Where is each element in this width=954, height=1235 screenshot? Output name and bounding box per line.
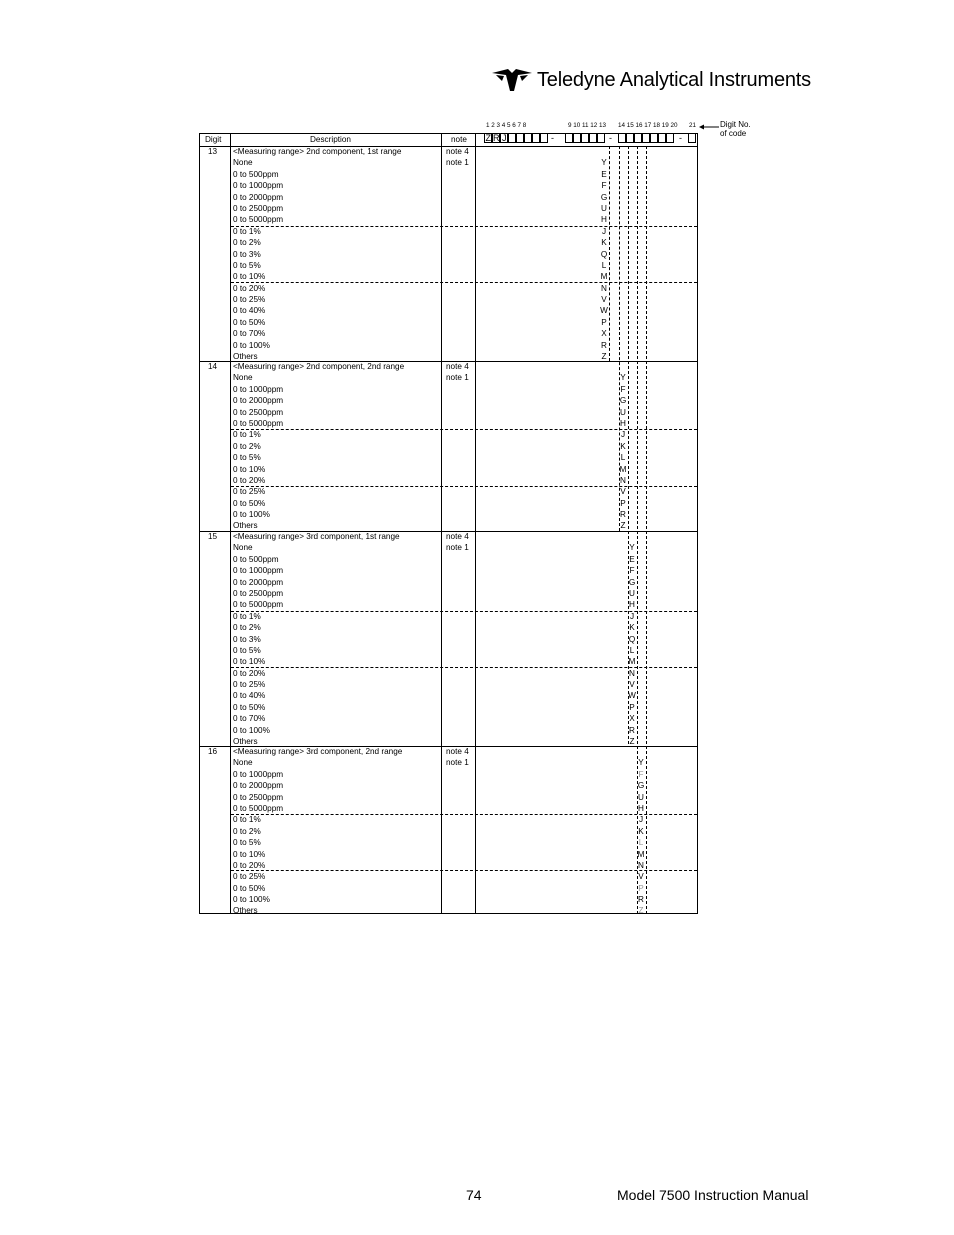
code-letters: [637, 757, 645, 916]
range-option: 0 to 2%: [233, 441, 261, 451]
code-letter: F: [601, 181, 607, 191]
range-option: 0 to 20%: [233, 860, 266, 870]
code-letter: N: [601, 283, 607, 293]
code-letter: P: [620, 498, 626, 508]
section-digit: 15: [208, 532, 218, 541]
range-option: Others: [233, 352, 258, 362]
code-letter: Z: [638, 906, 644, 916]
code-cell: Z: [485, 133, 491, 143]
range-option: Others: [233, 737, 258, 747]
range-option: 0 to 40%: [233, 306, 266, 316]
code-letter: H: [638, 803, 644, 813]
digit-number-note: [720, 121, 751, 138]
section-title: <Measuring range> 2nd component, 1st range: [233, 147, 402, 156]
range-option: 0 to 2500ppm: [233, 792, 284, 802]
range-option: 0 to 1000ppm: [233, 181, 284, 191]
positions-group-4: 21: [689, 122, 697, 129]
code-letter: F: [638, 769, 644, 779]
code-letter: F: [629, 566, 635, 576]
range-option: 0 to 1%: [233, 430, 261, 440]
range-option: 0 to 1000ppm: [233, 566, 284, 576]
code-letter: R: [601, 340, 607, 350]
range-option: 0 to 50%: [233, 498, 266, 508]
manual-title: Model 7500 Instruction Manual: [617, 1187, 809, 1203]
code-letter: V: [601, 295, 607, 305]
digit-note-line2: of code: [720, 128, 747, 138]
code-letter: F: [620, 384, 626, 394]
code-letter: V: [629, 680, 635, 690]
range-option: 0 to 2000ppm: [233, 396, 284, 406]
note-ref: note 1: [446, 543, 469, 553]
code-letter: J: [638, 815, 644, 825]
code-cell: J: [501, 133, 507, 143]
range-option: 0 to 2%: [233, 238, 261, 248]
code-letter: W: [628, 691, 636, 701]
code-letter: P: [638, 883, 644, 893]
code-letter: K: [629, 623, 635, 633]
teledyne-logo-icon: [490, 67, 534, 93]
range-option: 0 to 5%: [233, 260, 261, 270]
code-letter: U: [601, 203, 607, 213]
range-option: 0 to 100%: [233, 510, 270, 520]
range-option: 0 to 25%: [233, 680, 266, 690]
group-divider: [231, 486, 697, 487]
range-option: 0 to 5%: [233, 645, 261, 655]
code-letter: G: [619, 396, 627, 406]
section-digit: 13: [208, 147, 218, 156]
code-letter: L: [620, 453, 626, 463]
range-option: 0 to 70%: [233, 329, 266, 339]
note-ref: note 1: [446, 758, 469, 768]
code-letters: [600, 157, 608, 362]
section-notes: [446, 146, 469, 169]
code-letter: Y: [601, 158, 607, 168]
column-header-digit: Digit: [205, 135, 222, 144]
range-option: 0 to 50%: [233, 883, 266, 893]
code-letter: L: [601, 260, 607, 270]
column-header-note: note: [451, 135, 467, 144]
positions-group-3: 14 15 16 17 18 19 20: [618, 122, 678, 129]
section-description: [233, 531, 400, 747]
section-title: <Measuring range> 3rd component, 2nd range: [233, 747, 403, 756]
arrow-left-icon: [699, 124, 719, 130]
table-section: [200, 746, 697, 914]
code-letter: R: [629, 725, 635, 735]
group-divider: [231, 667, 697, 668]
range-option: 0 to 70%: [233, 714, 266, 724]
range-option: 0 to 500ppm: [233, 169, 279, 179]
code-letter: Z: [620, 521, 626, 531]
code-letter: W: [600, 306, 608, 316]
code-letter: Q: [628, 634, 636, 644]
range-option: 0 to 500ppm: [233, 554, 279, 564]
code-letter: G: [628, 577, 636, 587]
range-option: Others: [233, 521, 258, 531]
code-letter: N: [638, 860, 644, 870]
range-option: None: [233, 758, 253, 768]
code-letter: K: [601, 238, 607, 248]
measuring-range-table: [199, 133, 698, 914]
section-description: [233, 746, 402, 917]
note-ref: note 4: [446, 532, 469, 541]
section-notes: [446, 746, 469, 769]
code-letter: L: [629, 645, 635, 655]
table-section: [200, 531, 697, 746]
code-cell: R: [493, 133, 500, 143]
code-letter: E: [629, 554, 635, 564]
range-option: 0 to 1%: [233, 815, 261, 825]
group-divider: [231, 611, 697, 612]
code-letter: P: [601, 317, 607, 327]
code-letter: Q: [600, 249, 608, 259]
code-letter: Y: [638, 758, 644, 768]
code-letter: M: [600, 272, 608, 282]
range-option: 0 to 10%: [233, 272, 266, 282]
code-letter: X: [629, 714, 635, 724]
page-number: 74: [466, 1187, 482, 1203]
table-section: [200, 146, 697, 361]
range-option: 0 to 20%: [233, 283, 266, 293]
code-letter: P: [629, 702, 635, 712]
code-letter: G: [637, 781, 645, 791]
group-divider: [231, 226, 697, 227]
range-option: 0 to 5%: [233, 838, 261, 848]
code-letter: V: [638, 872, 644, 882]
group-divider: [231, 870, 697, 871]
section-notes: [446, 361, 469, 384]
code-letter: X: [601, 329, 607, 339]
code-letter: U: [638, 792, 644, 802]
code-dash: -: [679, 133, 682, 143]
range-option: Others: [233, 906, 258, 916]
range-option: 0 to 2500ppm: [233, 407, 284, 417]
code-letter: N: [629, 668, 635, 678]
code-letter: K: [638, 826, 644, 836]
code-letter: R: [620, 510, 626, 520]
section-title: <Measuring range> 2nd component, 2nd range: [233, 362, 405, 371]
range-option: None: [233, 543, 253, 553]
range-option: 0 to 5000ppm: [233, 418, 284, 428]
section-description: [233, 146, 401, 362]
code-letter: Y: [629, 543, 635, 553]
range-option: 0 to 3%: [233, 634, 261, 644]
range-option: 0 to 5%: [233, 453, 261, 463]
code-letter: M: [619, 464, 627, 474]
code-letter: N: [620, 475, 626, 485]
range-option: 0 to 2%: [233, 826, 261, 836]
code-letter: U: [620, 407, 626, 417]
range-option: None: [233, 373, 253, 383]
brand-name: Teledyne Analytical Instruments: [537, 68, 811, 91]
code-letter: Z: [601, 352, 607, 362]
code-letters: [619, 372, 627, 531]
table-section: [200, 361, 697, 531]
code-letter: R: [638, 895, 644, 905]
code-letter: U: [629, 588, 635, 598]
range-option: 0 to 2500ppm: [233, 203, 284, 213]
code-letter: H: [620, 418, 626, 428]
range-option: 0 to 5000ppm: [233, 215, 284, 225]
column-header-description: Description: [310, 135, 351, 144]
code-letters: [628, 542, 636, 747]
range-option: 0 to 1000ppm: [233, 384, 284, 394]
code-letter: Z: [629, 737, 635, 747]
range-option: None: [233, 158, 253, 168]
range-option: 0 to 10%: [233, 849, 266, 859]
group-divider: [231, 429, 697, 430]
note-ref: note 1: [446, 373, 469, 383]
note-ref: note 1: [446, 158, 469, 168]
code-letter: G: [600, 192, 608, 202]
code-dash: -: [551, 133, 554, 143]
range-option: 0 to 20%: [233, 668, 266, 678]
digit-note-line1: Digit No.: [720, 120, 751, 129]
code-letter: H: [601, 215, 607, 225]
range-option: 0 to 50%: [233, 702, 266, 712]
range-option: 0 to 100%: [233, 340, 270, 350]
range-option: 0 to 2500ppm: [233, 588, 284, 598]
code-letter: K: [620, 441, 626, 451]
range-option: 0 to 5000ppm: [233, 600, 284, 610]
range-option: 0 to 25%: [233, 487, 266, 497]
range-option: 0 to 3%: [233, 249, 261, 259]
range-option: 0 to 100%: [233, 725, 270, 735]
section-digit: 16: [208, 747, 218, 756]
range-option: 0 to 10%: [233, 464, 266, 474]
section-digit: 14: [208, 362, 218, 371]
note-ref: note 4: [446, 747, 469, 756]
range-option: 0 to 10%: [233, 657, 266, 667]
code-letter: J: [601, 226, 607, 236]
code-letter: J: [620, 430, 626, 440]
range-option: 0 to 1000ppm: [233, 769, 284, 779]
section-description: [233, 361, 404, 532]
range-option: 0 to 20%: [233, 475, 266, 485]
code-letter: M: [637, 849, 645, 859]
range-option: 0 to 100%: [233, 895, 270, 905]
code-letter: E: [601, 169, 607, 179]
section-title: <Measuring range> 3rd component, 1st range: [233, 532, 400, 541]
range-option: 0 to 25%: [233, 295, 266, 305]
range-option: 0 to 25%: [233, 872, 266, 882]
group-divider: [231, 814, 697, 815]
code-letter: V: [620, 487, 626, 497]
note-ref: note 4: [446, 362, 469, 371]
positions-group-2: 9 10 11 12 13: [568, 122, 607, 129]
range-option: 0 to 2%: [233, 623, 261, 633]
range-option: 0 to 2000ppm: [233, 192, 284, 202]
note-ref: note 4: [446, 147, 469, 156]
section-notes: [446, 531, 469, 554]
range-option: 0 to 1%: [233, 226, 261, 236]
code-letter: H: [629, 600, 635, 610]
code-letter: L: [638, 838, 644, 848]
code-letter: M: [628, 657, 636, 667]
group-divider: [231, 282, 697, 283]
range-option: 0 to 2000ppm: [233, 781, 284, 791]
range-option: 0 to 50%: [233, 317, 266, 327]
range-option: 0 to 40%: [233, 691, 266, 701]
code-letter: Y: [620, 373, 626, 383]
positions-group-1: 1 2 3 4 5 6 7 8: [486, 122, 527, 129]
code-letter: J: [629, 611, 635, 621]
page-header: [490, 66, 850, 94]
range-option: 0 to 5000ppm: [233, 803, 284, 813]
code-dash: -: [609, 133, 612, 143]
range-option: 0 to 1%: [233, 611, 261, 621]
range-option: 0 to 2000ppm: [233, 577, 284, 587]
